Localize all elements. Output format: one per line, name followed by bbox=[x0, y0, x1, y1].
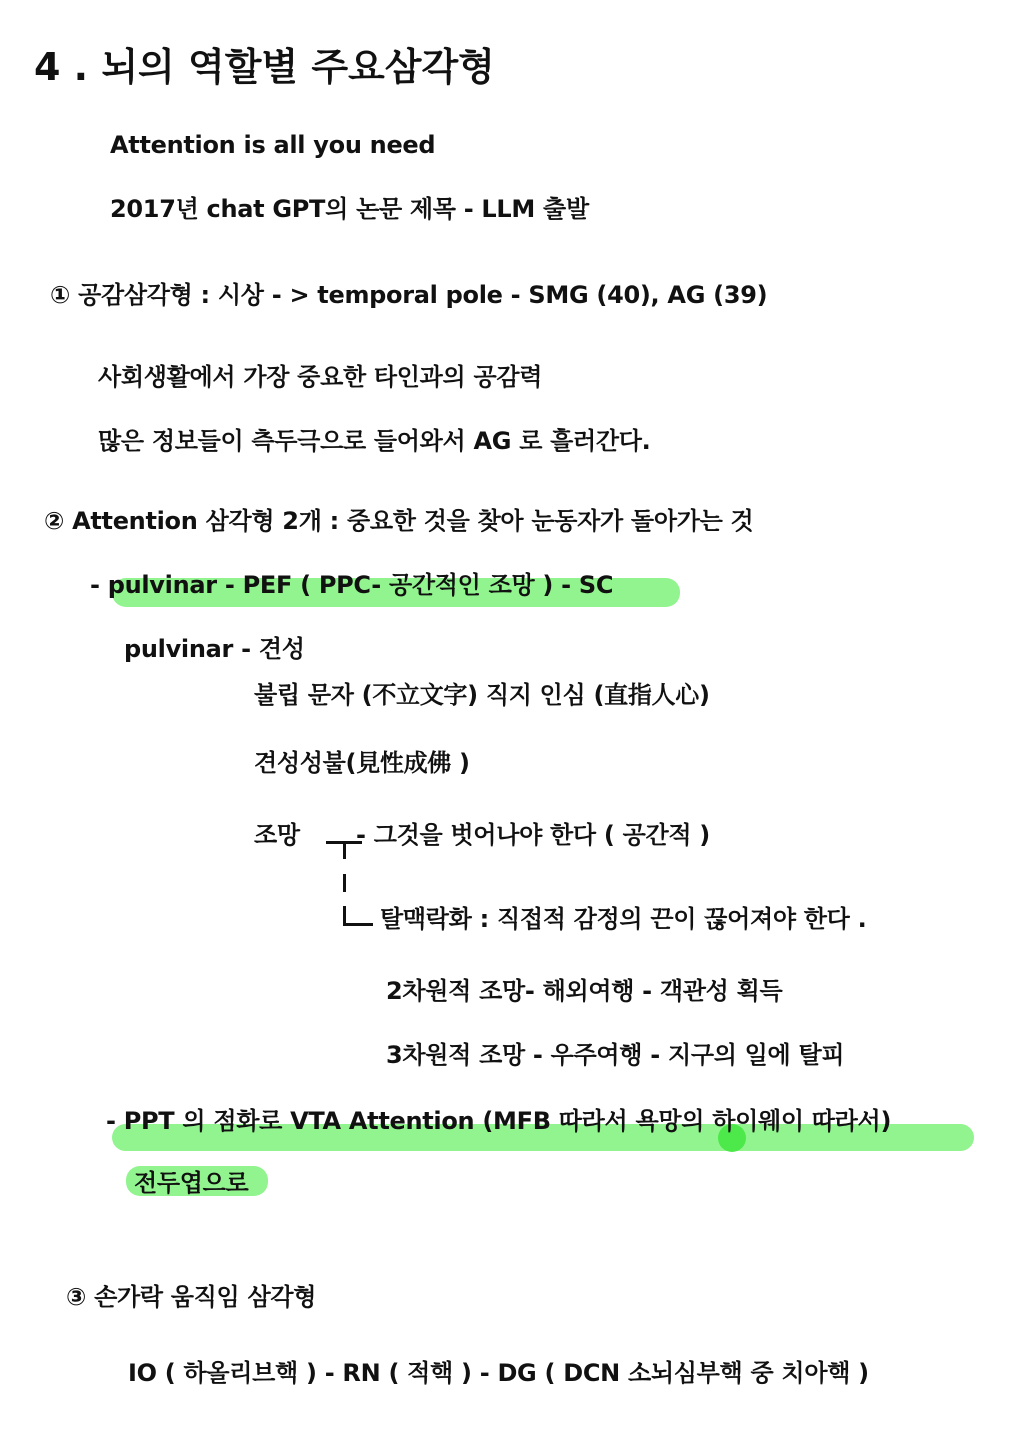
jomang-branch-1: - 그것을 벗어나야 한다 ( 공간적 ) bbox=[356, 821, 710, 849]
dimension-3-line: 3차원적 조망 - 우주여행 - 지구의 일에 탈피 bbox=[386, 1041, 845, 1069]
section1-line-1: 사회생활에서 가장 중요한 타인과의 공감력 bbox=[98, 363, 543, 391]
bracket-vertical-2 bbox=[343, 874, 346, 892]
intro-line-1: Attention is all you need bbox=[110, 131, 436, 159]
section1-heading: ① 공감삼각형 : 시상 - > temporal pole - SMG (40), AG (39) bbox=[50, 281, 768, 309]
page-title: 4 . 뇌의 역할별 주요삼각형 bbox=[34, 45, 495, 89]
ppt-path-line: - PPT 의 점화로 VTA Attention (MFB 따라서 욕망의 하이웨이 따라서) bbox=[106, 1107, 892, 1135]
bracket-bottom-horizontal bbox=[343, 923, 373, 926]
pulvinar-line: pulvinar - 견성 bbox=[124, 635, 305, 663]
ppt-path-continuation: 전두엽으로 bbox=[134, 1169, 249, 1197]
section2-heading: ② Attention 삼각형 2개 : 중요한 것을 찾아 눈동자가 돌아가는 것 bbox=[44, 507, 754, 535]
dimension-2-line: 2차원적 조망- 해외여행 - 객관성 획득 bbox=[386, 977, 783, 1005]
pulvinar-path-line: - pulvinar - PEF ( PPC- 공간적인 조망 ) - SC bbox=[90, 571, 614, 599]
bracket-vertical-1 bbox=[343, 841, 346, 859]
quote-line-1: 불립 문자 (不立文字) 직지 인심 (直指人心) bbox=[254, 681, 710, 709]
jomang-label: 조망 bbox=[254, 821, 300, 849]
section1-line-2: 많은 정보들이 측두극으로 들어와서 AG 로 흘러간다. bbox=[98, 427, 651, 455]
section3-line-1: IO ( 하올리브핵 ) - RN ( 적핵 ) - DG ( DCN 소뇌심부핵 중 치아핵 ) bbox=[128, 1359, 869, 1387]
section3-heading: ③ 손가락 움직임 삼각형 bbox=[66, 1283, 317, 1311]
quote-line-2: 견성성불(見性成佛 ) bbox=[254, 749, 470, 777]
intro-line-2: 2017년 chat GPT의 논문 제목 - LLM 출발 bbox=[110, 195, 589, 223]
jomang-branch-2: 탈맥락화 : 직접적 감정의 끈이 끊어져야 한다 . bbox=[380, 905, 867, 933]
